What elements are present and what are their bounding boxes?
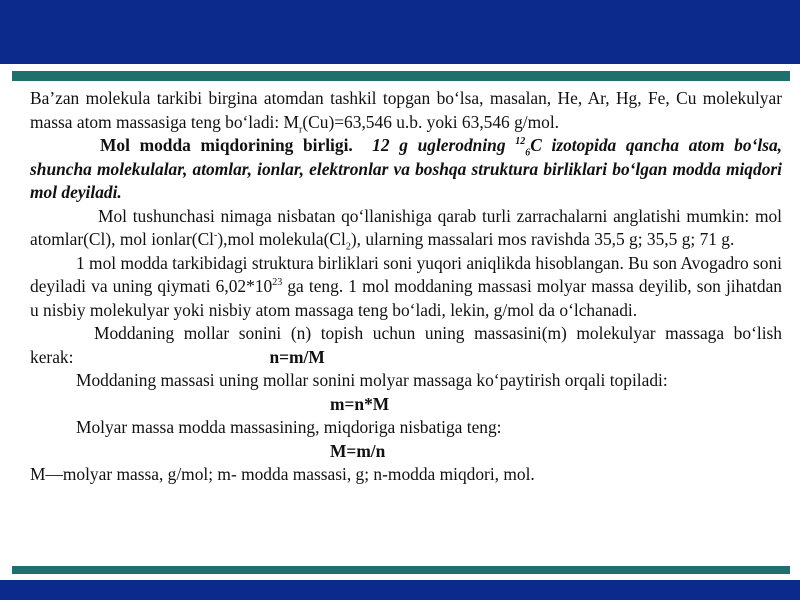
footer-rule xyxy=(12,566,790,574)
footer-band xyxy=(0,580,800,600)
header-band xyxy=(0,0,800,64)
formula-n: n=m/M xyxy=(269,346,325,367)
paragraph-mass: Moddaning massasi uning mollar sonini molyar massaga ko‘paytirish orqali topiladi: xyxy=(76,370,668,390)
formula-m: m=n*M xyxy=(330,393,390,414)
paragraph-mol-count: Moddaning mollar sonini (n) topish uchun uning massasini(m) molekulyar massaga bo‘lish kerak: n=m/M xyxy=(30,323,782,367)
paragraph-avogadro: 1 mol modda tarkibidagi struktura birliklari soni yuqori aniqlikda hisoblangan. Bu son Avogadro soni deyiladi va uning qiymati $6,02*10^{23}$ ga teng. 1 mol moddaning massasi molyar massa deyilib, son jihatdan u nisbiy molekulyar yoki nisbiy atom massaga teng bo‘ladi, lekin, g/mol da o‘lchanadi. xyxy=(30,252,782,320)
slide-content xyxy=(30,87,782,487)
paragraph-atomic-molecules: Ba’zan molekula tarkibi birgina atomdan tashkil topgan bo‘lsa, masalan, He, Ar, Hg, Fe, Cu molekulyar massa atom massasiga teng bo‘ladi: $M_r(Cu)=63,546$ u.b. yoki 63,546 g/mol. xyxy=(30,88,782,135)
paragraph-mol-definition: Mol modda miqdorining birligi. 12 g uglerodning $^{12}_6$C izotopida qancha atom bo‘lsa, shuncha molekulalar, atomlar, ionlar, elektronlar va boshqa struktura birliklari bo‘lgan modda miqdori mol deyiladi. xyxy=(30,135,783,202)
paragraph-legend: M—molyar massa, g/mol; m- modda massasi, g; n-modda miqdori, mol. xyxy=(30,464,535,484)
paragraph-mol-concept: Mol tushunchasi nimaga nisbatan qo‘llanishiga qarab turli zarrachalarni anglatishi mumkin: mol atomlar(Cl), mol ionlar(Cl-),mol $molekula(Cl_2)$, ularning massalari mos ravishda 35,5 g; 35,5 g; 71 g. xyxy=(30,205,782,253)
formula-M: M=m/n xyxy=(330,440,386,461)
paragraph-molar-mass: Molyar massa modda massasining, miqdoriga nisbatiga teng: xyxy=(76,417,502,437)
header-rule xyxy=(12,71,790,81)
mol-unit-heading: Mol modda miqdorining birligi. xyxy=(100,135,353,155)
